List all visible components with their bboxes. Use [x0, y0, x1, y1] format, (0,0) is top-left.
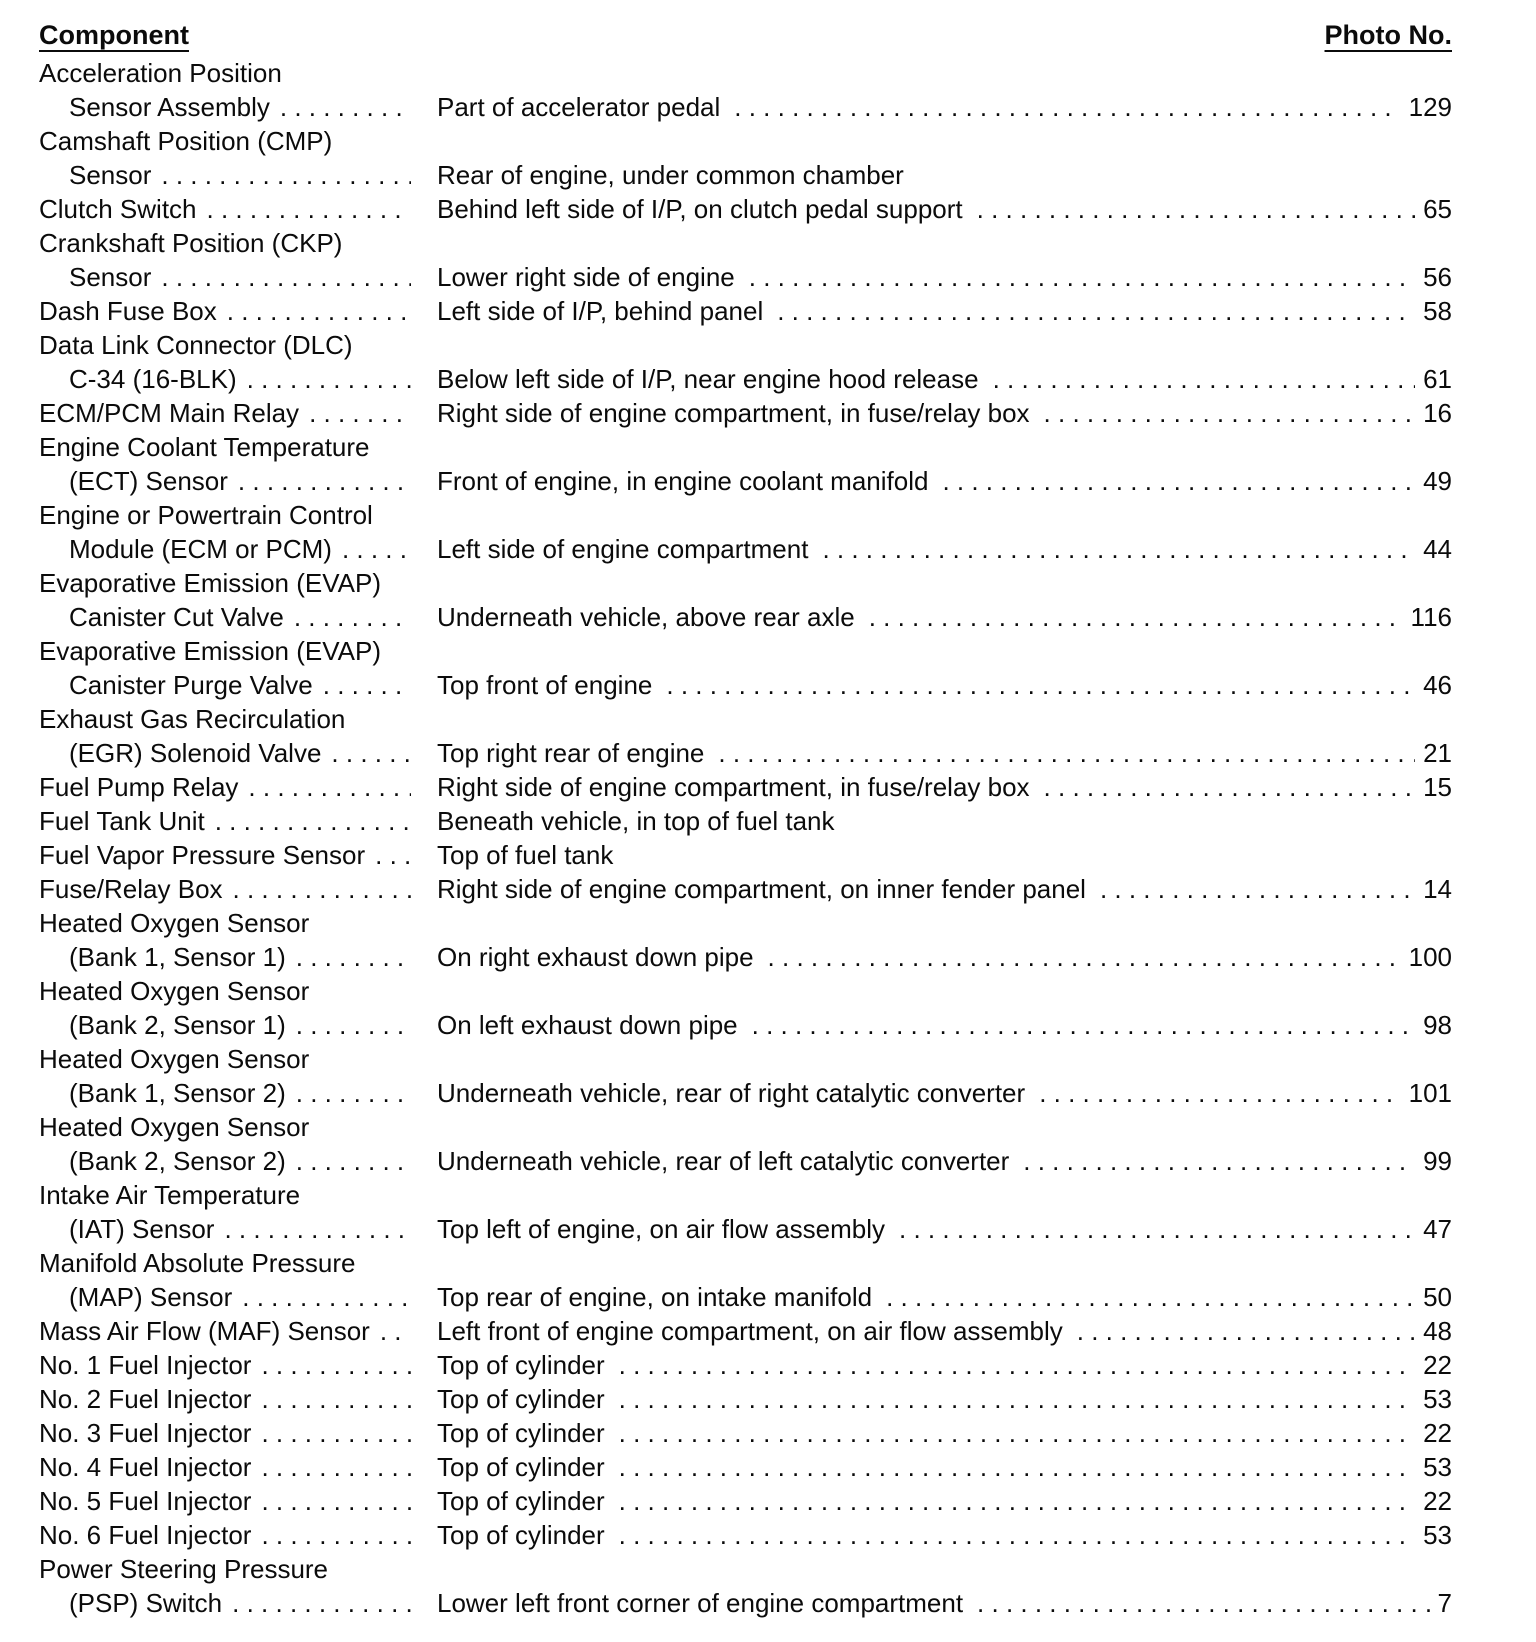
location-cell — [437, 90, 1452, 124]
component-column-header: Component — [39, 20, 189, 50]
component-name-line1: Intake Air Temperature — [39, 1180, 301, 1210]
photo-number: 116 — [1410, 602, 1452, 632]
component-name: (Bank 2, Sensor 1) — [69, 1010, 286, 1040]
location-cell — [437, 1348, 1452, 1382]
location-text: Behind left side of I/P, on clutch pedal support — [437, 194, 963, 224]
location-cell — [437, 260, 1452, 294]
location-text: Right side of engine compartment, on inner fender panel — [437, 874, 1086, 904]
dot-leader — [342, 532, 411, 566]
location-cell — [437, 770, 1452, 804]
component-name: No. 5 Fuel Injector — [39, 1486, 252, 1516]
location-cell — [437, 294, 1452, 328]
dot-leader — [232, 1586, 411, 1620]
component-name-line1: Heated Oxygen Sensor — [39, 1044, 310, 1074]
location-text: Top of cylinder — [437, 1350, 605, 1380]
table-row — [0, 1110, 1536, 1178]
dot-leader — [296, 1076, 411, 1110]
dot-leader — [296, 1008, 411, 1042]
dot-leader — [247, 362, 411, 396]
location-cell — [437, 362, 1452, 396]
table-row — [0, 396, 1536, 430]
dot-leader — [233, 872, 411, 906]
component-name: Sensor Assembly — [69, 92, 270, 122]
component-cell — [39, 1518, 417, 1552]
table-row — [0, 974, 1536, 1042]
photo-number: 22 — [1423, 1350, 1452, 1380]
location-text: On right exhaust down pipe — [437, 942, 754, 972]
component-name: Module (ECM or PCM) — [69, 534, 332, 564]
component-cell — [69, 736, 417, 770]
photo-number: 16 — [1423, 398, 1452, 428]
dot-leader — [977, 192, 1415, 226]
dot-leader — [375, 838, 411, 872]
component-name: Sensor — [69, 262, 152, 292]
dot-leader — [296, 1144, 411, 1178]
table-row — [0, 566, 1536, 634]
table-row — [0, 702, 1536, 770]
dot-leader — [1100, 872, 1415, 906]
location-text: Top of cylinder — [437, 1520, 605, 1550]
component-cell — [69, 464, 417, 498]
photo-number: 46 — [1423, 670, 1452, 700]
table-row — [0, 56, 1536, 124]
location-cell — [437, 940, 1452, 974]
component-name-line1: Camshaft Position (CMP) — [39, 126, 333, 156]
location-text: Top of cylinder — [437, 1418, 605, 1448]
photo-number: 21 — [1423, 738, 1452, 768]
location-text: Underneath vehicle, above rear axle — [437, 602, 855, 632]
component-cell — [39, 804, 417, 838]
table-row — [0, 226, 1536, 294]
component-name: No. 3 Fuel Injector — [39, 1418, 252, 1448]
dot-leader — [261, 1416, 411, 1450]
component-name: (ECT) Sensor — [69, 466, 228, 496]
location-cell — [437, 532, 1452, 566]
location-cell — [437, 1008, 1452, 1042]
location-cell — [437, 158, 1452, 192]
location-text: Top of cylinder — [437, 1486, 605, 1516]
table-row — [0, 1042, 1536, 1110]
component-name-line1: Heated Oxygen Sensor — [39, 1112, 310, 1142]
dot-leader — [331, 736, 411, 770]
location-text: Rear of engine, under common chamber — [437, 160, 904, 190]
photo-number: 129 — [1408, 92, 1452, 122]
location-cell — [437, 464, 1452, 498]
dot-leader — [993, 362, 1416, 396]
photo-number: 50 — [1423, 1282, 1452, 1312]
table-row — [0, 1450, 1536, 1484]
component-cell — [39, 192, 417, 226]
location-text: Front of engine, in engine coolant manifold — [437, 466, 929, 496]
location-text: Top right rear of engine — [437, 738, 705, 768]
photo-column-header: Photo No. — [1324, 20, 1452, 50]
location-text: Top rear of engine, on intake manifold — [437, 1282, 873, 1312]
component-name-line1: Heated Oxygen Sensor — [39, 976, 310, 1006]
photo-number: 56 — [1423, 262, 1452, 292]
location-text: On left exhaust down pipe — [437, 1010, 738, 1040]
component-name: Fuel Vapor Pressure Sensor — [39, 840, 366, 870]
location-cell — [437, 1518, 1452, 1552]
component-cell — [69, 362, 417, 396]
dot-leader — [227, 294, 411, 328]
location-cell — [437, 1586, 1452, 1620]
component-cell — [69, 668, 417, 702]
component-name-line1: Manifold Absolute Pressure — [39, 1248, 356, 1278]
location-cell — [437, 1212, 1452, 1246]
dot-leader — [224, 1212, 411, 1246]
photo-number: 65 — [1423, 194, 1452, 224]
dot-leader — [380, 1314, 411, 1348]
dot-leader — [296, 940, 411, 974]
component-cell — [69, 158, 417, 192]
component-name: (PSP) Switch — [69, 1588, 223, 1618]
dot-leader — [1044, 770, 1416, 804]
dot-leader — [261, 1484, 411, 1518]
table-row — [0, 1382, 1536, 1416]
table-row — [0, 770, 1536, 804]
table-row — [0, 804, 1536, 838]
dot-leader — [261, 1348, 411, 1382]
location-cell — [437, 192, 1452, 226]
location-cell — [437, 736, 1452, 770]
location-cell — [437, 1280, 1452, 1314]
photo-number: 53 — [1423, 1384, 1452, 1414]
location-text: Top of cylinder — [437, 1384, 605, 1414]
photo-number: 47 — [1423, 1214, 1452, 1244]
table-row — [0, 192, 1536, 226]
component-name-line1: Engine Coolant Temperature — [39, 432, 370, 462]
photo-number: 99 — [1423, 1146, 1452, 1176]
location-cell — [437, 1416, 1452, 1450]
table-row — [0, 294, 1536, 328]
component-cell — [39, 1416, 417, 1450]
photo-number: 58 — [1423, 296, 1452, 326]
table-row — [0, 906, 1536, 974]
component-name: Clutch Switch — [39, 194, 197, 224]
component-cell — [69, 940, 417, 974]
component-cell — [69, 260, 417, 294]
location-cell — [437, 872, 1452, 906]
location-text: Part of accelerator pedal — [437, 92, 721, 122]
location-cell — [437, 1484, 1452, 1518]
dot-leader — [161, 158, 411, 192]
photo-number: 53 — [1423, 1520, 1452, 1550]
dot-leader — [1039, 1076, 1400, 1110]
location-cell — [437, 1076, 1452, 1110]
photo-number: 7 — [1437, 1588, 1452, 1618]
component-cell — [69, 1212, 417, 1246]
table-row — [0, 1484, 1536, 1518]
location-text: Left side of I/P, behind panel — [437, 296, 764, 326]
dot-leader — [1044, 396, 1416, 430]
dot-leader — [619, 1416, 1415, 1450]
dot-leader — [309, 396, 411, 430]
dot-leader — [619, 1348, 1415, 1382]
component-cell — [69, 1586, 417, 1620]
location-text: Top of cylinder — [437, 1452, 605, 1482]
component-name-line1: Evaporative Emission (EVAP) — [39, 636, 381, 666]
component-name: (EGR) Solenoid Valve — [69, 738, 322, 768]
component-cell — [39, 872, 417, 906]
location-text: Left side of engine compartment — [437, 534, 809, 564]
component-name: No. 2 Fuel Injector — [39, 1384, 252, 1414]
photo-number: 22 — [1423, 1486, 1452, 1516]
location-text: Lower left front corner of engine compartment — [437, 1588, 964, 1618]
component-name: Fuel Tank Unit — [39, 806, 205, 836]
location-text: Right side of engine compartment, in fuse/relay box — [437, 772, 1030, 802]
dot-leader — [822, 532, 1415, 566]
location-cell — [437, 600, 1452, 634]
component-name-line1: Evaporative Emission (EVAP) — [39, 568, 381, 598]
location-text: Below left side of I/P, near engine hood release — [437, 364, 979, 394]
dot-leader — [238, 464, 411, 498]
table-row — [0, 1416, 1536, 1450]
component-cell — [39, 1348, 417, 1382]
dot-leader — [207, 192, 412, 226]
dot-leader — [749, 260, 1415, 294]
dot-leader — [248, 770, 411, 804]
component-cell — [69, 600, 417, 634]
photo-number: 49 — [1423, 466, 1452, 496]
dot-leader — [942, 464, 1415, 498]
dot-leader — [280, 90, 411, 124]
component-name: Dash Fuse Box — [39, 296, 217, 326]
location-cell — [437, 396, 1452, 430]
component-cell — [39, 396, 417, 430]
photo-number: 15 — [1423, 772, 1452, 802]
dot-leader — [977, 1586, 1429, 1620]
location-text: Underneath vehicle, rear of left catalytic converter — [437, 1146, 1010, 1176]
dot-leader — [261, 1382, 411, 1416]
table-row — [0, 430, 1536, 498]
table-row — [0, 498, 1536, 566]
dot-leader — [886, 1280, 1415, 1314]
component-cell — [39, 1484, 417, 1518]
dot-leader — [294, 600, 411, 634]
component-cell — [39, 1382, 417, 1416]
component-cell — [39, 770, 417, 804]
table-row — [0, 634, 1536, 702]
dot-leader — [619, 1484, 1415, 1518]
component-name: (Bank 1, Sensor 2) — [69, 1078, 286, 1108]
component-cell — [69, 532, 417, 566]
component-cell — [69, 1144, 417, 1178]
dot-leader — [752, 1008, 1415, 1042]
table-row — [0, 1314, 1536, 1348]
dot-leader — [161, 260, 411, 294]
location-text: Beneath vehicle, in top of fuel tank — [437, 806, 835, 836]
table-row — [0, 328, 1536, 396]
component-cell — [39, 1450, 417, 1484]
component-name-line1: Exhaust Gas Recirculation — [39, 704, 346, 734]
component-cell — [39, 838, 417, 872]
dot-leader — [777, 294, 1415, 328]
photo-number: 44 — [1423, 534, 1452, 564]
location-cell — [437, 804, 1452, 838]
dot-leader — [261, 1450, 411, 1484]
table-body — [0, 56, 1536, 1620]
component-name: (Bank 2, Sensor 2) — [69, 1146, 286, 1176]
component-name: Mass Air Flow (MAF) Sensor — [39, 1316, 370, 1346]
component-name-line1: Heated Oxygen Sensor — [39, 908, 310, 938]
photo-number: 61 — [1423, 364, 1452, 394]
location-cell — [437, 1382, 1452, 1416]
dot-leader — [242, 1280, 411, 1314]
dot-leader — [619, 1518, 1415, 1552]
table-row — [0, 1552, 1536, 1620]
dot-leader — [261, 1518, 411, 1552]
component-name: Canister Cut Valve — [69, 602, 284, 632]
dot-leader — [666, 668, 1415, 702]
dot-leader — [1023, 1144, 1415, 1178]
photo-number: 14 — [1423, 874, 1452, 904]
table-row — [0, 1246, 1536, 1314]
component-name: Fuel Pump Relay — [39, 772, 239, 802]
location-cell — [437, 838, 1452, 872]
dot-leader — [734, 90, 1400, 124]
dot-leader — [869, 600, 1403, 634]
location-cell — [437, 1144, 1452, 1178]
dot-leader — [768, 940, 1401, 974]
location-text: Left front of engine compartment, on air flow assembly — [437, 1316, 1063, 1346]
location-cell — [437, 668, 1452, 702]
location-text: Top of fuel tank — [437, 840, 614, 870]
dot-leader — [1077, 1314, 1415, 1348]
component-cell — [69, 1280, 417, 1314]
component-name-line1: Data Link Connector (DLC) — [39, 330, 353, 360]
component-cell — [69, 1008, 417, 1042]
dot-leader — [718, 736, 1415, 770]
table-row — [0, 838, 1536, 872]
photo-number: 100 — [1408, 942, 1452, 972]
component-name: Sensor — [69, 160, 152, 190]
table-row — [0, 1518, 1536, 1552]
photo-number: 98 — [1423, 1010, 1452, 1040]
component-name: (Bank 1, Sensor 1) — [69, 942, 286, 972]
component-cell — [69, 1076, 417, 1110]
location-text: Underneath vehicle, rear of right catalytic converter — [437, 1078, 1026, 1108]
component-name-line1: Power Steering Pressure — [39, 1554, 329, 1584]
table-row — [0, 1178, 1536, 1246]
component-cell — [69, 90, 417, 124]
component-name: No. 6 Fuel Injector — [39, 1520, 252, 1550]
component-name: C-34 (16-BLK) — [69, 364, 237, 394]
component-name-line1: Engine or Powertrain Control — [39, 500, 373, 530]
location-text: Lower right side of engine — [437, 262, 735, 292]
dot-leader — [619, 1382, 1415, 1416]
component-cell — [39, 294, 417, 328]
component-name: Fuse/Relay Box — [39, 874, 223, 904]
component-cell — [39, 1314, 417, 1348]
table-row — [0, 872, 1536, 906]
photo-number: 48 — [1423, 1316, 1452, 1346]
component-name: ECM/PCM Main Relay — [39, 398, 300, 428]
table-row — [0, 1348, 1536, 1382]
dot-leader — [619, 1450, 1415, 1484]
photo-number: 101 — [1408, 1078, 1452, 1108]
dot-leader — [323, 668, 411, 702]
location-text: Top front of engine — [437, 670, 653, 700]
location-cell — [437, 1450, 1452, 1484]
component-name: No. 4 Fuel Injector — [39, 1452, 252, 1482]
location-text: Top left of engine, on air flow assembly — [437, 1214, 886, 1244]
component-name-line1: Crankshaft Position (CKP) — [39, 228, 343, 258]
photo-number: 53 — [1423, 1452, 1452, 1482]
component-name: Canister Purge Valve — [69, 670, 313, 700]
component-name: No. 1 Fuel Injector — [39, 1350, 252, 1380]
dot-leader — [215, 804, 411, 838]
photo-number: 22 — [1423, 1418, 1452, 1448]
table-row — [0, 124, 1536, 192]
dot-leader — [899, 1212, 1415, 1246]
location-text: Right side of engine compartment, in fuse/relay box — [437, 398, 1030, 428]
component-name: (MAP) Sensor — [69, 1282, 233, 1312]
location-cell — [437, 1314, 1452, 1348]
component-name: (IAT) Sensor — [69, 1214, 215, 1244]
component-name-line1: Acceleration Position — [39, 58, 282, 88]
